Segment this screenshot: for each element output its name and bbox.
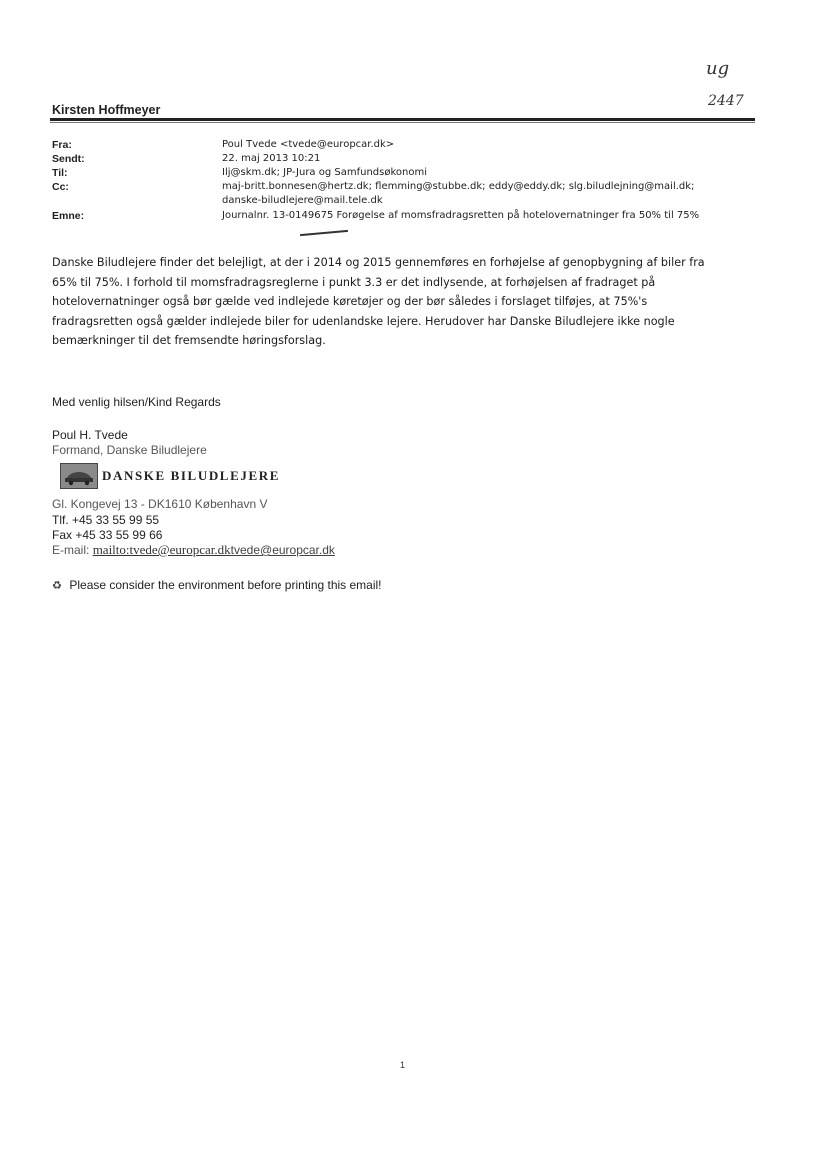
cc-label: Cc:	[52, 181, 69, 193]
author-name: Kirsten Hoffmeyer	[52, 103, 161, 117]
header-rule-thin	[50, 122, 755, 123]
body-line: fradragsretten også gælder indlejede biler for udenlandske lejere. Herudover har Danske Biludlejere ikke nogle	[52, 314, 675, 328]
handwritten-number: 2447	[708, 93, 744, 109]
signer-name: Poul H. Tvede	[52, 428, 128, 442]
handwritten-note: ug	[706, 58, 730, 79]
from-label: Fra:	[52, 139, 72, 151]
fax: Fax +45 33 55 99 66	[52, 528, 163, 542]
body-line: 65% til 75%. I forhold til momsfradragsreglerne i punkt 3.3 er det indlysende, at forhøjelsen af fradraget på	[52, 275, 656, 289]
cc-value-line1: maj-britt.bonnesen@hertz.dk; flemming@stubbe.dk; eddy@eddy.dk; slg.biludlejning@mail.dk;	[222, 181, 695, 192]
phone: Tlf. +45 33 55 99 55	[52, 513, 160, 527]
header-rule	[50, 118, 755, 121]
body-line: Danske Biludlejere finder det belejligt, at der i 2014 og 2015 gennemføres en forhøjelse af genopbygning af biler fra	[52, 256, 705, 269]
sent-value: 22. maj 2013 10:21	[222, 153, 321, 164]
company-logo	[60, 463, 350, 489]
email-line	[52, 542, 335, 558]
to-label: Til:	[52, 167, 68, 179]
car-logo-icon	[60, 463, 98, 489]
page-number: 1	[400, 1060, 406, 1070]
subject-value: Journalnr. 13-0149675 Forøgelse af momsfradragsretten på hotelovernatninger fra 50% til 75%	[222, 210, 700, 221]
environment-text: Please consider the environment before printing this email!	[69, 578, 382, 592]
greeting: Med venlig hilsen/Kind Regards	[52, 395, 221, 409]
recycle-icon: ♻	[52, 580, 62, 592]
environment-note	[52, 578, 382, 592]
from-value: Poul Tvede <tvede@europcar.dk>	[222, 139, 395, 150]
subject-label: Emne:	[52, 210, 85, 222]
body-line: bemærkninger til det fremsendte høringsforslag.	[52, 334, 326, 347]
to-value: Ilj@skm.dk; JP-Jura og Samfundsøkonomi	[222, 167, 428, 178]
signer-title: Formand, Danske Biludlejere	[52, 443, 207, 457]
email-body	[52, 253, 772, 351]
body-line: hotelovernatninger også bør gælde ved indlejede køretøjer og der bør således i forslaget tilføjes, at 75%'s	[52, 295, 648, 308]
cc-value-line2: danske-biludlejere@mail.tele.dk	[222, 195, 383, 206]
email-link[interactable]: tvede@europcar.dk	[230, 543, 335, 557]
address: Gl. Kongevej 13 - DK1610 København V	[52, 497, 268, 511]
email-link-mailto[interactable]: mailto:tvede@europcar.dk	[92, 542, 231, 557]
sent-label: Sendt:	[52, 153, 85, 165]
pen-mark	[300, 230, 348, 236]
email-label: E-mail:	[52, 543, 90, 557]
logo-text: DANSKE BILUDLEJERE	[102, 468, 280, 483]
